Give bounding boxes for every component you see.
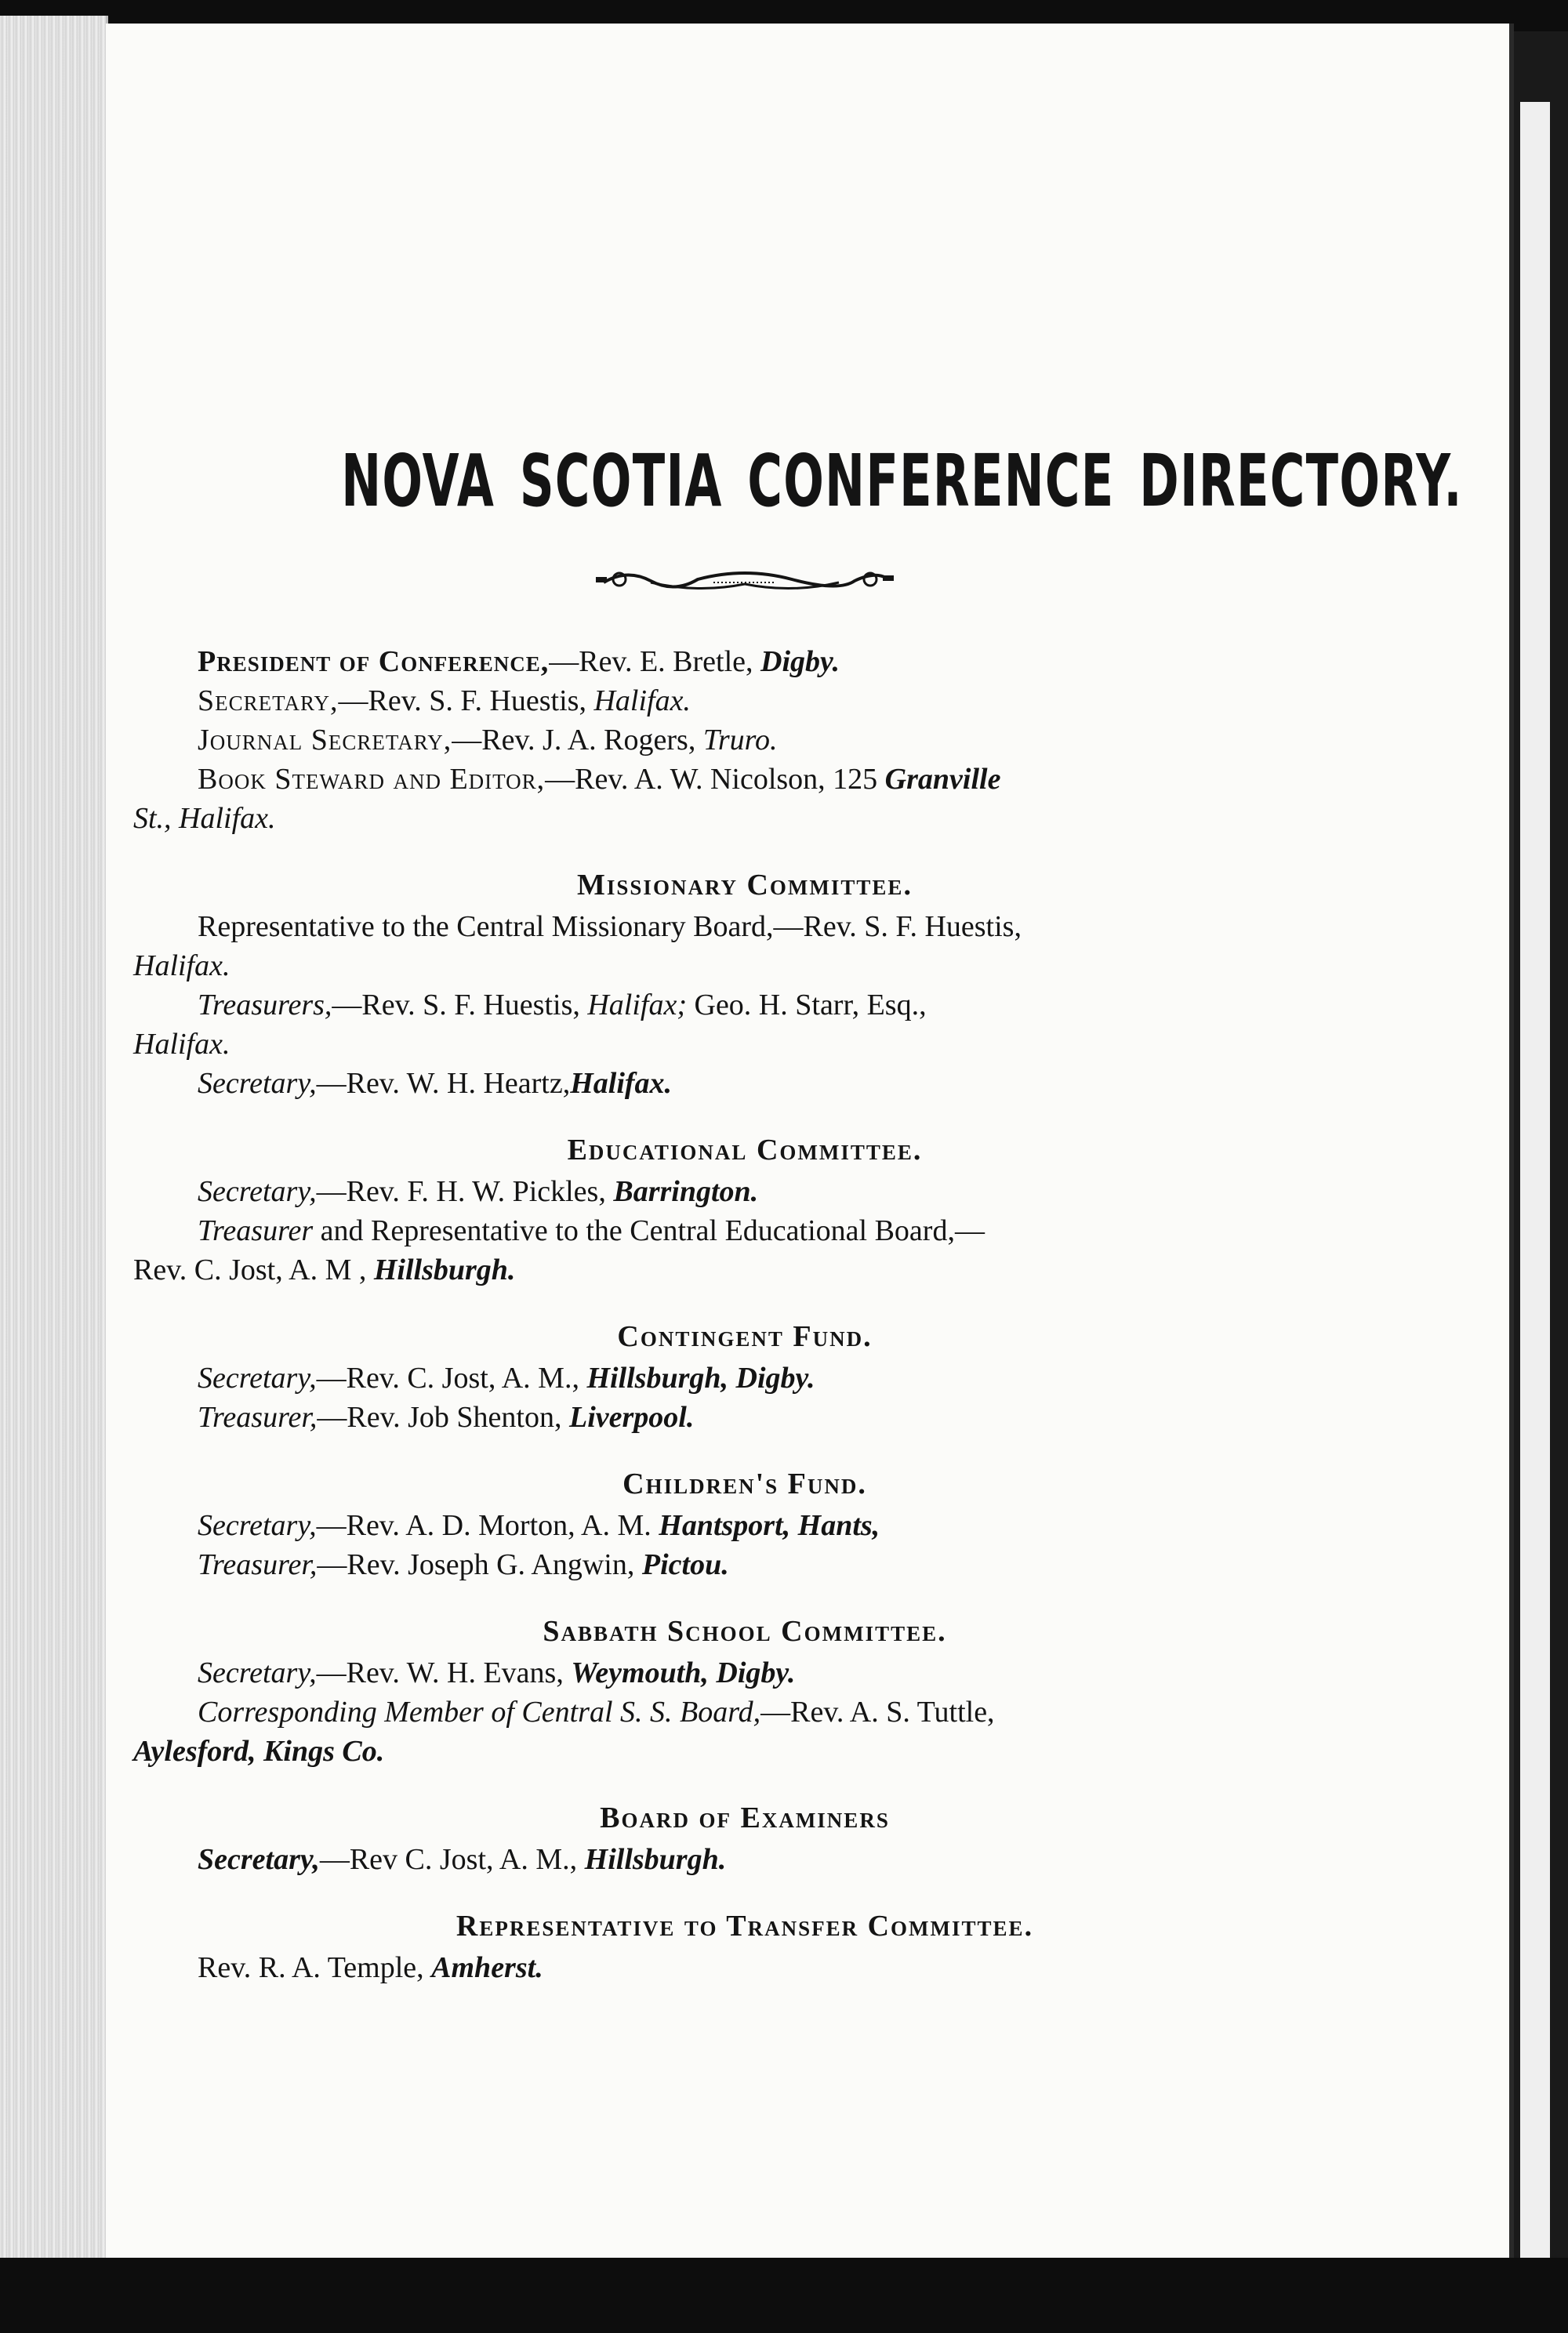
journal-secretary-line [133, 720, 1356, 760]
missionary-representative-line: Representative to the Central Missionary Board,—Rev. S. F. Huestis, [198, 910, 1022, 943]
page-edges [0, 16, 108, 2266]
place-name: Truro. [702, 724, 778, 757]
role-label: President of Conference, [198, 645, 550, 678]
person-name: —Rev. Job Shenton, [317, 1401, 562, 1434]
role-label: Treasurer, [198, 1548, 318, 1581]
missionary-treasurers-line [133, 985, 1356, 1025]
person-name: Geo. H. Starr, Esq., [694, 989, 927, 1021]
childrens-treasurer-line [133, 1545, 1356, 1584]
place-name: Amherst. [431, 1951, 543, 1984]
book-steward-place-continued: St., Halifax. [133, 802, 276, 835]
section-heading-examiners: Board of Examiners [600, 1801, 890, 1834]
place-name: Halifax. [570, 1067, 673, 1100]
place-name: Liverpool. [568, 1401, 695, 1434]
person-name: Rev. R. A. Temple, [198, 1951, 424, 1984]
role-label: Secretary, [198, 1362, 317, 1395]
childrens-secretary-line [133, 1506, 1356, 1545]
educational-treasurer-line [133, 1211, 1356, 1250]
educational-treasurer-name-line [133, 1250, 1356, 1290]
transfer-representative-line [133, 1948, 1356, 1987]
person-name: —Rev. A. D. Morton, A. M. [316, 1509, 652, 1542]
person-name: —Rev. A. S. Tuttle, [760, 1696, 995, 1729]
place-name: Halifax; [587, 989, 687, 1021]
person-name: —Rev. F. H. W. Pickles, [316, 1175, 606, 1208]
role-label: Secretary, [198, 1656, 317, 1689]
adjacent-page [1520, 102, 1550, 2266]
page-title [341, 439, 1463, 523]
place-name: Digby. [760, 645, 840, 678]
role-label: Secretary, [198, 1843, 320, 1876]
place-name: Hillsburgh, Digby. [586, 1362, 815, 1395]
role-label: Treasurers, [198, 989, 332, 1021]
person-name: —Rev. W. H. Evans, [316, 1656, 564, 1689]
sabbath-corresponding-line [133, 1693, 1356, 1732]
person-name: —Rev. A. W. Nicolson, 125 [545, 763, 878, 796]
missionary-representative-place: Halifax. [133, 949, 230, 982]
place-name: Weymouth, Digby. [571, 1656, 796, 1689]
role-label: Secretary, [198, 1175, 317, 1208]
sabbath-corresponding-place: Aylesford, Kings Co. [133, 1735, 385, 1768]
role-description: and Representative to the Central Educational Board,— [320, 1214, 985, 1247]
scan-border-bottom [0, 2258, 1568, 2333]
person-name: —Rev. J. A. Rogers, [452, 724, 696, 757]
ornament-divider [596, 564, 894, 595]
person-name: —Rev. Joseph G. Angwin, [317, 1548, 635, 1581]
person-name: —Rev. S. F. Huestis, [338, 684, 586, 717]
person-name: Rev. C. Jost, A. M , [133, 1254, 367, 1286]
person-name: —Rev. W. H. Heartz, [316, 1067, 571, 1100]
section-heading-missionary: Missionary Committee. [577, 869, 913, 902]
title-word: CONFERENCE [747, 439, 1115, 523]
place-name: Hantsport, Hants, [659, 1509, 880, 1542]
role-label: Treasurer, [198, 1401, 318, 1434]
role-label: Secretary, [198, 1067, 317, 1100]
educational-secretary-line [133, 1172, 1356, 1211]
missionary-secretary-line [133, 1064, 1356, 1103]
role-label: Journal Secretary, [198, 724, 452, 757]
section-heading-sabbath: Sabbath School Committee. [543, 1615, 947, 1648]
title-word: NOVA [341, 439, 495, 523]
section-heading-childrens: Children's Fund. [622, 1468, 867, 1500]
title-word: SCOTIA [519, 439, 723, 523]
place-name: Granville [884, 763, 1001, 796]
place-name: Halifax. [593, 684, 691, 717]
section-heading-transfer: Representative to Transfer Committee. [456, 1910, 1034, 1943]
contingent-treasurer-line [133, 1398, 1356, 1437]
person-name: —Rev C. Jost, A. M., [319, 1843, 578, 1876]
role-label: Treasurer [198, 1214, 314, 1247]
person-name: —Rev. E. Bretle, [549, 645, 753, 678]
title-word: DIRECTORY. [1139, 439, 1463, 523]
role-label: Secretary, [198, 684, 339, 717]
place-name: Hillsburgh. [373, 1254, 516, 1286]
adjacent-page-strip [1514, 31, 1568, 2273]
missionary-treasurers-place: Halifax. [133, 1028, 230, 1061]
contingent-secretary-line [133, 1359, 1356, 1398]
examiners-secretary-line [133, 1840, 1356, 1879]
secretary-line [133, 681, 1356, 720]
person-name: —Rev. S. F. Huestis, [332, 989, 580, 1021]
sabbath-secretary-line [133, 1653, 1356, 1693]
section-heading-contingent: Contingent Fund. [617, 1320, 873, 1353]
person-name: —Rev. C. Jost, A. M., [316, 1362, 579, 1395]
directory-content [133, 439, 1463, 1987]
president-line [133, 642, 1356, 681]
section-heading-educational: Educational Committee. [567, 1134, 923, 1166]
place-name: Pictou. [641, 1548, 729, 1581]
place-name: Barrington. [613, 1175, 759, 1208]
role-label: Secretary, [198, 1509, 317, 1542]
book-steward-line [133, 760, 1356, 799]
role-label: Corresponding Member of Central S. S. Board, [198, 1696, 761, 1729]
role-label: Book Steward and Editor, [198, 763, 546, 796]
place-name: Hillsburgh. [584, 1843, 727, 1876]
